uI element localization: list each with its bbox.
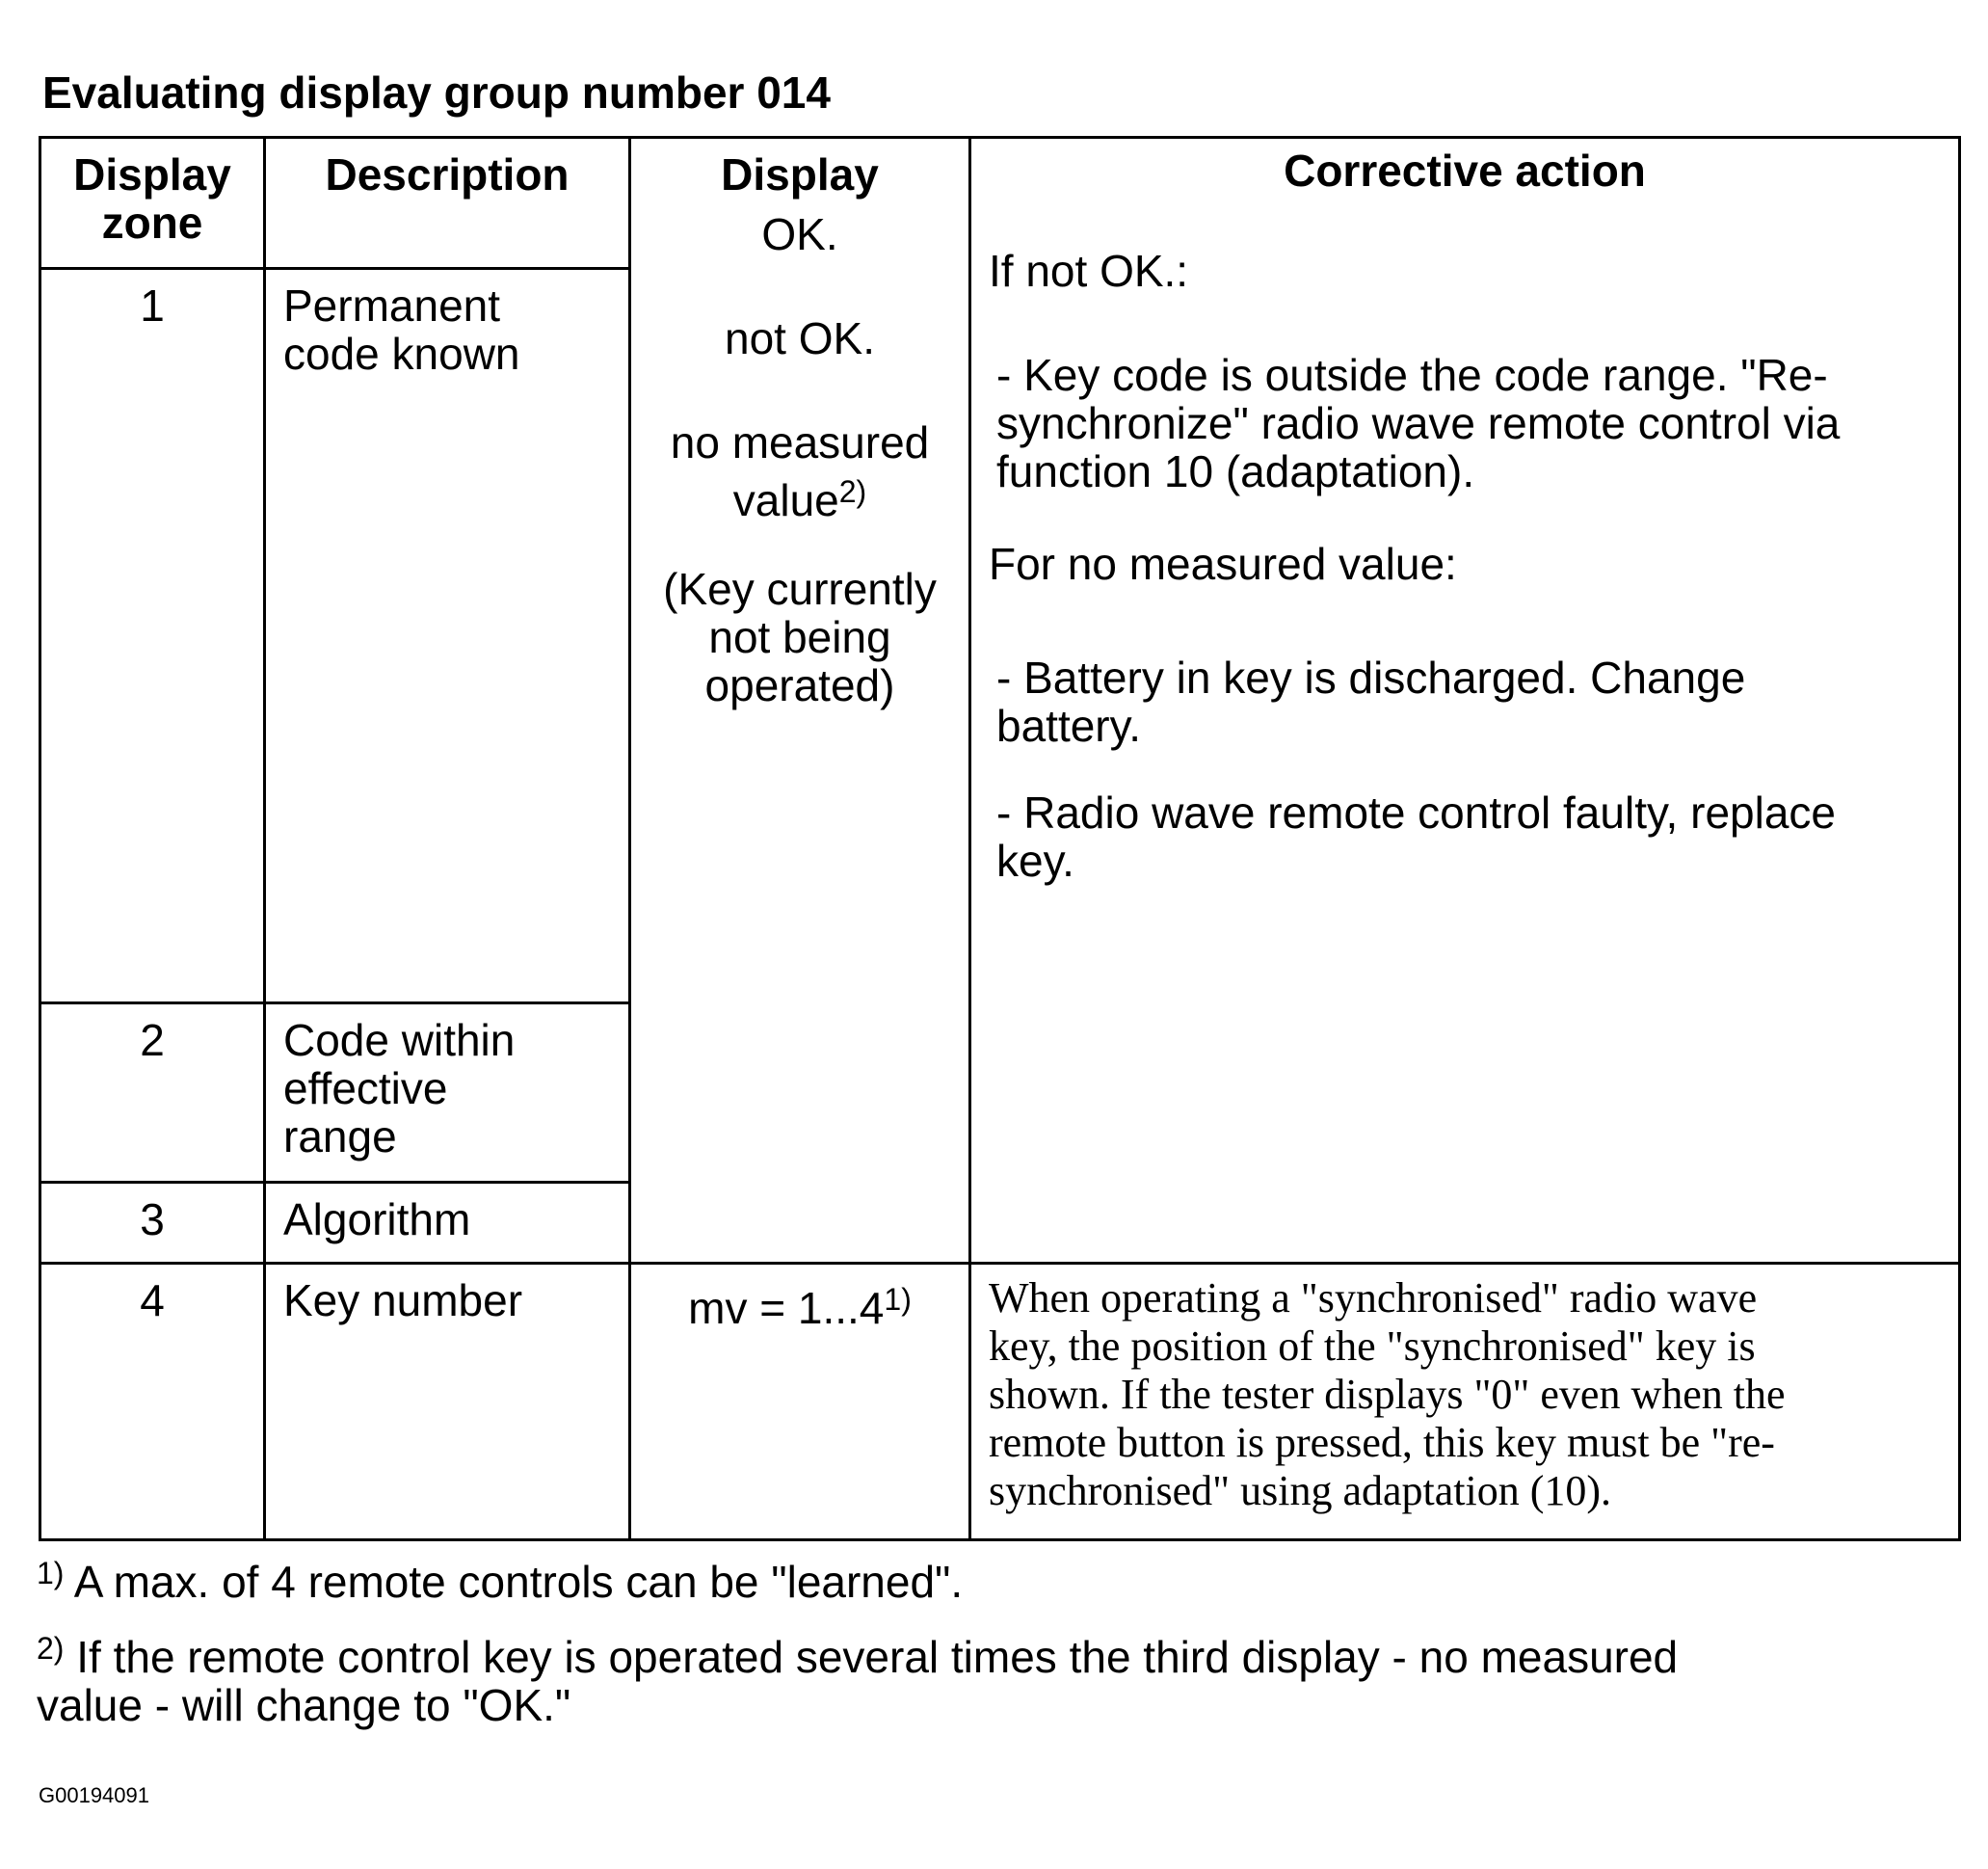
zone-2: 2 <box>40 1003 265 1183</box>
zone-4: 4 <box>40 1264 265 1540</box>
header-description: Description <box>265 138 630 269</box>
footnote-ref-1: 1) <box>884 1282 912 1317</box>
display-no-measured-line1: no measured <box>670 417 930 467</box>
header-display: Display <box>721 149 879 200</box>
header-row <box>40 138 1960 269</box>
display-key-line2: not being <box>708 612 891 662</box>
header-zone-line1: Display <box>73 149 231 200</box>
description-2: Code within effective range <box>265 1003 630 1183</box>
display-key-number: mv = $1...4^{1)}$ <box>630 1264 970 1540</box>
action-key-code: - Key code is outside the code range. "Re- synchronize" radio wave remote control via function 10 (adaptation). <box>996 350 1841 496</box>
action-battery: - Battery in key is discharged. Change battery. <box>996 653 1746 751</box>
description-4: Key number <box>265 1264 630 1540</box>
action-if-not-ok: If not OK.: <box>989 246 1189 296</box>
footnote-1: $^{1)}$ A max. of 4 remote controls can be "learned". <box>37 1556 964 1607</box>
footnote-2: $^{2)}$ If the remote control key is operated several times the third display - no measured value - will change to "OK." <box>37 1631 1679 1730</box>
zone-1: 1 <box>40 269 265 1003</box>
display-key-line3: operated) <box>704 660 895 710</box>
header-corrective-action: Corrective action <box>1284 146 1646 196</box>
display-key-line1: (Key currently <box>663 564 937 614</box>
header-display-zone <box>40 138 265 269</box>
figure-code: G00194091 <box>39 1783 149 1807</box>
display-no-measured-line2: value$^{2)}$ <box>732 474 867 525</box>
display-not-ok: not OK. <box>725 313 875 363</box>
header-zone-line2: zone <box>101 198 203 248</box>
description-1: Permanent code known <box>265 269 630 1003</box>
table-row <box>40 1264 1960 1540</box>
description-3: Algorithm <box>265 1183 630 1264</box>
corrective-action-cell <box>970 138 1960 1264</box>
action-key-number: When operating a "synchronised" radio wave key, the position of the "synchronised" key is shown. If the tester displays "0" even when the remote button is pressed, this key must be "re- synchronised" using adaptation (10). <box>970 1264 1960 1540</box>
page-title: Evaluating display group number 014 <box>42 67 831 118</box>
zone-3: 3 <box>40 1183 265 1264</box>
action-radio-faulty: - Radio wave remote control faulty, replace key. <box>996 788 1836 886</box>
display-cell <box>630 138 970 1264</box>
action-for-no-measured: For no measured value: <box>989 539 1457 589</box>
footnote-ref-2: 2) <box>838 474 867 509</box>
display-ok: OK. <box>761 209 838 259</box>
display-group-table <box>39 136 1961 1541</box>
